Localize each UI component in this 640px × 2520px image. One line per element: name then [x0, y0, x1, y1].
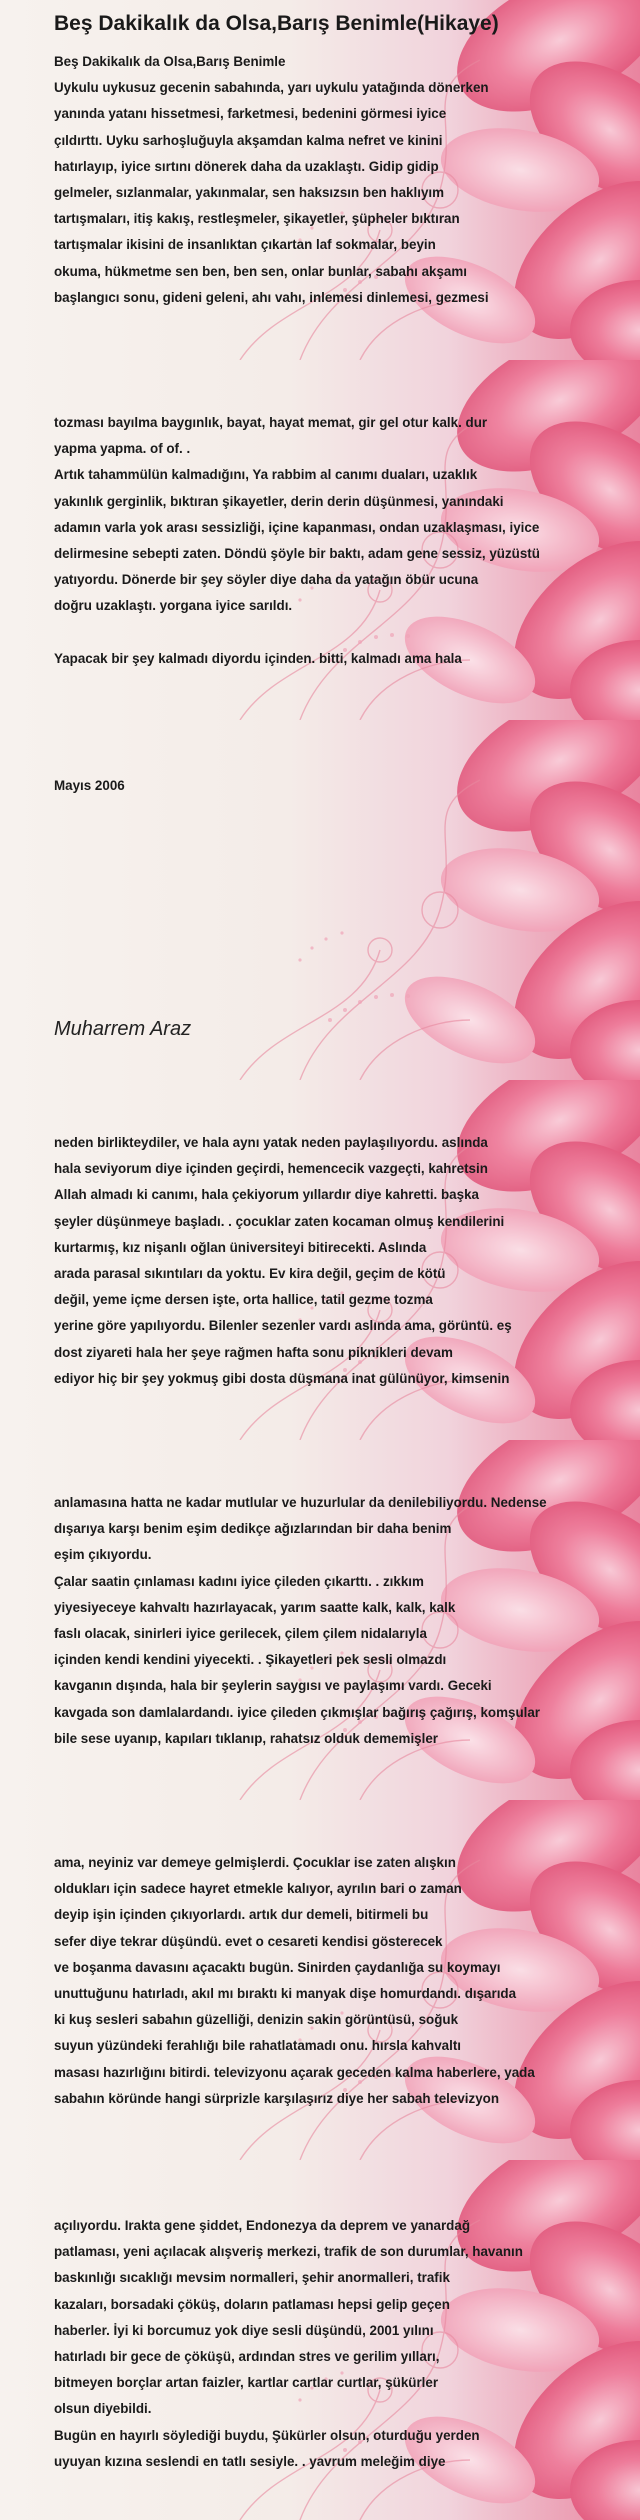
- text-line: uyuyan kızına seslendi en tatlı sesiyle. . yavrum meleğim diye: [54, 2453, 446, 2469]
- text-line: hatırlayıp, iyice sırtını dönerek daha da uzaklaştı. Gidip gidip: [54, 158, 439, 174]
- text-line: içinden kendi kendini yiyecekti. . Şikayetleri pek sesli olmazdı: [54, 1652, 447, 1668]
- text-line: faslı olacak, sinirleri iyice gerilecek, çilem çilem nidalarıyla: [54, 1625, 427, 1641]
- text-block-2: [54, 410, 640, 672]
- text-line: ediyor hiç bir şey yokmuş gibi dosta düşmana inat gülünüyor, kimsenin: [54, 1370, 510, 1386]
- text-line: çıldırttı. Uyku sarhoşluğuyla akşamdan kalma nefret ve kinini: [54, 132, 443, 148]
- text-line: haberler. İyi ki borcumuz yok diye sesli düşündü, 2001 yılını: [54, 2322, 434, 2338]
- text-block-6: [54, 2213, 640, 2475]
- text-line: masası hazırlığını bitirdi. televizyonu açarak geceden kalma haberlere, yada: [54, 2064, 535, 2080]
- text-line: dost ziyareti hala her şeye rağmen hafta sonu piknikleri devam: [54, 1344, 453, 1360]
- page-section-5: [0, 1440, 640, 1800]
- text-line: yatıyordu. Dönerde bir şey söyler diye daha da yatağın öbür ucuna: [54, 572, 479, 588]
- text-line: [54, 620, 640, 646]
- text-line: arada parasal sıkıntıları da yoktu. Ev kira değil, geçim de kötü: [54, 1265, 446, 1281]
- author-signature: Muharrem Araz: [54, 1018, 192, 1040]
- text-line: Bugün en hayırlı söylediği buydu, Şükürler olsun, oturduğu yerden: [54, 2427, 480, 2443]
- page-section-4: [0, 1080, 640, 1440]
- text-block-4: [54, 1490, 640, 1752]
- text-line: açılıyordu. Irakta gene şiddet, Endonezya da deprem ve yanardağ: [54, 2218, 470, 2233]
- text-line: deyip işin içinden çıkıyorlardı. artık dur demeli, bitirmeli bu: [54, 1907, 429, 1923]
- text-line: Yapacak bir şey kalmadı diyordu içinden. bitti, kalmadı ama hala: [54, 650, 462, 666]
- text-line: ama, neyiniz var demeye gelmişlerdi. Çocuklar ise zaten alışkın: [54, 1855, 456, 1870]
- text-line: Beş Dakikalık da Olsa,Barış Benimle: [54, 54, 286, 69]
- text-line: bile sese uyanıp, kapıları tıklanıp, rahatsız olduk dememişler: [54, 1730, 439, 1746]
- page-section-1: [0, 0, 640, 360]
- text-line: kavganın dışında, hala bir şeylerin saygısı ve paylaşımı vardı. Geceki: [54, 1678, 492, 1694]
- text-line: bitmeyen borçlar artan faizler, kartlar cartlar curtlar, şükürler: [54, 2375, 439, 2391]
- text-line: kavgada son damlalardandı. iyice çileden çıkmışlar bağırış çağırış, komşular: [54, 1704, 540, 1720]
- text-line: yapma yapma. of of. .: [54, 441, 191, 457]
- text-line: kazaları, borsadaki çöküş, doların patlaması hepsi gelip geçen: [54, 2296, 450, 2312]
- page-section-2: [0, 360, 640, 720]
- text-line: Allah almadı ki canımı, hala çekiyorum yıllardır diye kahretti. başka: [54, 1187, 479, 1203]
- text-line: Uykulu uykusuz gecenin sabahında, yarı uykulu yatağında dönerken: [54, 80, 489, 96]
- text-line: eşim çıkıyordu.: [54, 1547, 152, 1563]
- text-line: anlamasına hatta ne kadar mutlular ve huzurlular da denilebiliyordu. Nedense: [54, 1495, 547, 1510]
- text-line: şeyler düşünmeye başladı. . çocuklar zaten kocaman olmuş kendilerini: [54, 1213, 505, 1229]
- text-block-5: [54, 1850, 640, 2112]
- text-line: sabahın köründe hangi sürprizle karşılaşırız diye her sabah televizyon: [54, 2090, 500, 2106]
- text-line: suyun yüzündeki ferahlığı bile rahatlatamadı onu. hırsla kahvaltı: [54, 2038, 462, 2054]
- poem-date: Mayıs 2006: [54, 778, 125, 793]
- poem-title: Beş Dakikalık da Olsa,Barış Benimle(Hikaye): [54, 12, 499, 35]
- text-line: değil, yeme içme dersen işte, orta hallice, tatil gezme tozma: [54, 1292, 433, 1308]
- text-line: sefer diye tekrar düşündü. evet o cesareti kendisi gösterecek: [54, 1933, 443, 1949]
- text-line: başlangıcı sonu, gideni geleni, ahı vahı, inlemesi dinlemesi, gezmesi: [54, 289, 489, 305]
- text-line: yerine göre yapılıyordu. Bilenler sezenler vardı aslında ama, görüntü. eş: [54, 1318, 512, 1334]
- date-block: [54, 773, 640, 799]
- text-line: Çalar saatin çınlaması kadını iyice çileden çıkarttı. . zıkkım: [54, 1573, 424, 1589]
- text-line: doğru uzaklaştı. yorgana iyice sarıldı.: [54, 598, 293, 614]
- text-block-1: [54, 49, 640, 311]
- text-line: adamın varla yok arası sessizliği, içine kapanması, ondan uzaklaşması, iyice: [54, 519, 540, 535]
- text-line: olsun diyebildi.: [54, 2401, 152, 2417]
- text-line: delirmesine sebepti zaten. Döndü şöyle bir baktı, adam gene sessiz, yüzüstü: [54, 545, 540, 561]
- text-line: patlaması, yeni açılacak alışveriş merkezi, trafik de son durumlar, havanın: [54, 2244, 523, 2260]
- text-line: tartışmalar ikisini de insanlıktan çıkartan laf sokmalar, beyin: [54, 237, 436, 253]
- text-line: unuttuğunu hatırladı, akıl mı bıraktı ki manyak dişe homurdandı. dışarıda: [54, 1985, 517, 2001]
- text-line: okuma, hükmetme sen ben, ben sen, onlar bunlar, sabahı akşamı: [54, 263, 468, 279]
- text-line: tozması bayılma baygınlık, bayat, hayat memat, gir gel otur kalk. dur: [54, 415, 488, 430]
- text-line: yiyesiyeceye kahvaltı hazırlayacak, yarım saatte kalk, kalk, kalk: [54, 1599, 456, 1615]
- text-line: hala seviyorum diye içinden geçirdi, hemencecik vazgeçti, kahretsin: [54, 1161, 488, 1177]
- text-line: oldukları için sadece hayret etmekle kalıyor, ayrılın bari o zaman: [54, 1881, 462, 1897]
- text-line: tartışmaları, itiş kakış, restleşmeler, şikayetler, şüpheler bıktıran: [54, 211, 460, 227]
- text-line: dışarıya karşı benim eşim dedikçe ağızlarından bir daha benim: [54, 1521, 452, 1537]
- text-block-3: [54, 1130, 640, 1392]
- text-line: Artık tahammülün kalmadığını, Ya rabbim al canımı duaları, uzaklık: [54, 467, 478, 483]
- page-section-3: [0, 720, 640, 1080]
- text-line: baskınlığı sıcaklığı mevsim normalleri, şehir anormalleri, trafik: [54, 2270, 450, 2286]
- page-section-7: [0, 2160, 640, 2520]
- text-line: ki kuş sesleri sabahın güzelliği, denizin sakin görüntüsü, soğuk: [54, 2012, 459, 2028]
- text-line: yanında yatanı hissetmesi, farketmesi, bedenini görmesi iyice: [54, 106, 447, 122]
- text-line: ve boşanma davasını açacaktı bugün. Sinirden çaydanlığa su koymayı: [54, 1959, 501, 1975]
- text-line: kurtarmış, kız nişanlı oğlan üniversiteyi bitirecekti. Aslında: [54, 1239, 427, 1255]
- text-line: hatırladı bir gece de çöküşü, ardından stres ve gerilim yılları,: [54, 2348, 440, 2364]
- text-line: neden birlikteydiler, ve hala aynı yatak neden paylaşılıyordu. aslında: [54, 1135, 488, 1150]
- text-line: gelmeler, sızlanmalar, yakınmalar, sen haksızsın ben haklıyım: [54, 184, 445, 200]
- page-section-6: [0, 1800, 640, 2160]
- text-line: yakınlık gerginlik, bıktıran şikayetler, derin derin düşünmesi, yanındaki: [54, 493, 504, 509]
